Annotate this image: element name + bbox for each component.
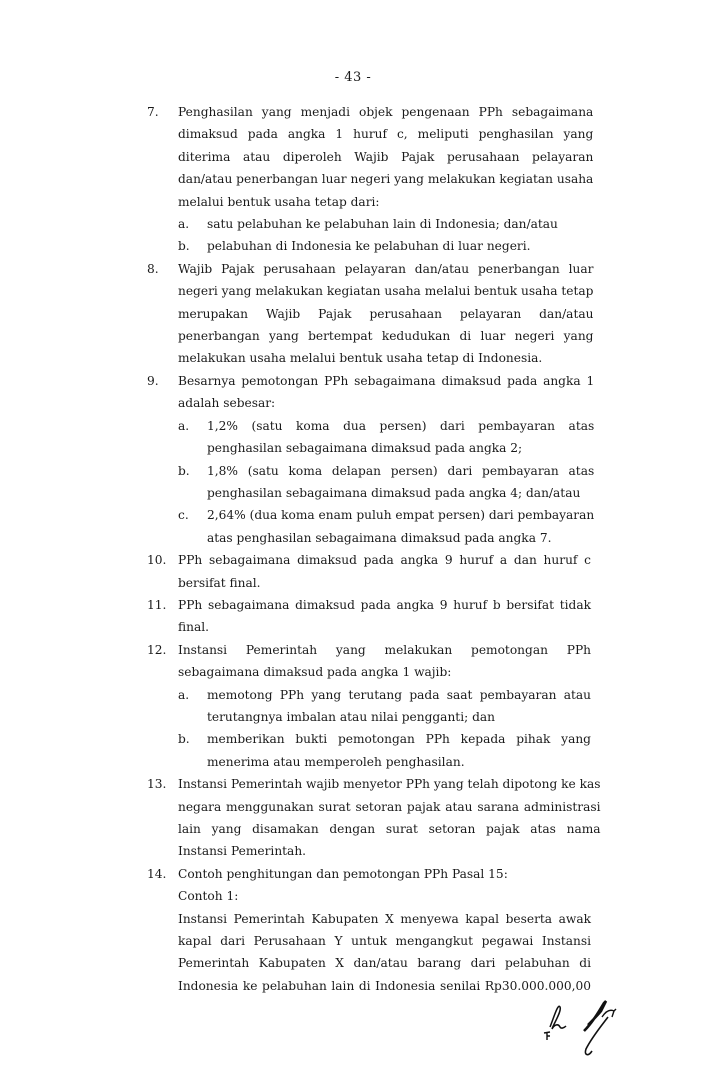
- text-line: dan/atau penerbangan luar negeri yang melakukan kegiatan usaha: [178, 172, 594, 187]
- numbered-item: [147, 594, 591, 639]
- text-line: menerima atau memperoleh penghasilan.: [207, 754, 465, 769]
- sub-item-text: [207, 213, 593, 235]
- text-line: kapal dari Perusahaan Y untuk mengangkut pegawai Instansi: [178, 934, 591, 949]
- numbered-item: [147, 639, 591, 773]
- text-line: PPh sebagaimana dimaksud pada angka 9 huruf a dan huruf c: [178, 553, 591, 568]
- text-line: Instansi Pemerintah yang melakukan pemotongan PPh: [178, 642, 591, 657]
- text-line: merupakan Wajib Pajak perusahaan pelayaran dan/atau: [178, 306, 594, 321]
- text-line: Penghasilan yang menjadi objek pengenaan PPh sebagaimana: [178, 105, 594, 119]
- sub-item-letter: a.: [178, 418, 190, 433]
- text-line: negeri yang melakukan kegiatan usaha melalui bentuk usaha tetap: [178, 284, 594, 299]
- item-body: [178, 773, 601, 863]
- numbered-item: [147, 101, 594, 258]
- sub-item-text: [207, 728, 591, 773]
- item-number: 11.: [147, 597, 167, 612]
- sub-item-letter: a.: [178, 217, 190, 232]
- text-line: final.: [178, 620, 210, 635]
- sub-item-letter: a.: [178, 687, 190, 702]
- sub-item-text: [207, 504, 594, 549]
- text-line: Instansi Pemerintah wajib menyetor PPh yang telah dipotong ke kas: [178, 777, 601, 792]
- item-number: 13.: [147, 777, 167, 792]
- text-line: atas penghasilan sebagaimana dimaksud pada angka 7.: [207, 530, 552, 545]
- item-number: 9.: [147, 373, 159, 388]
- text-line: negara menggunakan surat setoran pajak atau sarana administrasi: [178, 799, 601, 814]
- text-line: 1,2% (satu koma dua persen) dari pembayaran atas: [207, 418, 595, 433]
- sub-item-letter: b.: [178, 463, 190, 478]
- text-line: Instansi Pemerintah.: [178, 844, 307, 859]
- text-line: satu pelabuhan ke pelabuhan lain di Indonesia; dan/atau: [207, 217, 558, 232]
- text-line: terutangnya imbalan atau nilai pengganti; dan: [207, 709, 495, 724]
- item-body: [178, 101, 593, 258]
- item-number: 7.: [147, 105, 159, 119]
- numbered-item: [147, 773, 601, 863]
- text-line: Indonesia ke pelabuhan lain di Indonesia senilai Rp30.000.000,00: [178, 978, 591, 993]
- sub-item-text: [207, 235, 593, 257]
- item-body: [178, 863, 591, 997]
- item-number: 12.: [147, 642, 167, 657]
- document-body: [147, 101, 601, 997]
- item-number: 10.: [147, 553, 167, 568]
- sub-item-text: [207, 415, 594, 460]
- sub-item: [178, 504, 594, 549]
- page-number: - 43 -: [334, 70, 372, 85]
- item-body: [178, 594, 591, 639]
- text-line: melalui bentuk usaha tetap dari:: [178, 194, 380, 209]
- text-line: Pemerintah Kabupaten X dan/atau barang dari pelabuhan di: [178, 956, 591, 971]
- text-line: melakukan usaha melalui bentuk usaha tetap di Indonesia.: [178, 351, 543, 366]
- sub-item: [178, 460, 594, 505]
- text-line: pelabuhan di Indonesia ke pelabuhan di luar negeri.: [207, 239, 531, 254]
- text-line: lain yang disamakan dengan surat setoran pajak atas nama: [178, 822, 601, 836]
- example-text: [178, 908, 591, 998]
- item-body: [178, 639, 591, 773]
- sub-item: [178, 415, 594, 460]
- signature-initials: [540, 995, 640, 1065]
- numbered-item: [147, 258, 594, 370]
- text-line: Besarnya pemotongan PPh sebagaimana dimaksud pada angka 1: [178, 373, 595, 388]
- text-line: dimaksud pada angka 1 huruf c, meliputi penghasilan yang: [178, 127, 594, 142]
- numbered-item: [147, 370, 595, 549]
- item-number: 8.: [147, 261, 159, 276]
- sub-item-letter: b.: [178, 239, 190, 254]
- sub-item: [178, 684, 591, 729]
- text-line: penerbangan yang bertempat kedudukan di luar negeri yang: [178, 329, 594, 344]
- item-body: [178, 549, 591, 594]
- sub-item-letter: b.: [178, 732, 190, 747]
- text-line: bersifat final.: [178, 575, 261, 590]
- sub-item-text: [207, 684, 591, 729]
- item-number: 14.: [147, 866, 167, 881]
- text-line: diterima atau diperoleh Wajib Pajak perusahaan pelayaran: [178, 149, 594, 164]
- text-line: penghasilan sebagaimana dimaksud pada angka 2;: [207, 441, 523, 456]
- item-body: [178, 258, 593, 370]
- text-line: adalah sebesar:: [178, 396, 276, 411]
- text-line: sebagaimana dimaksud pada angka 1 wajib:: [178, 665, 452, 680]
- text-line: PPh sebagaimana dimaksud pada angka 9 huruf b bersifat tidak: [178, 597, 591, 612]
- text-line: Contoh penghitungan dan pemotongan PPh Pasal 15:: [178, 866, 508, 881]
- text-line: memotong PPh yang terutang pada saat pembayaran atau: [207, 687, 591, 702]
- text-line: Instansi Pemerintah Kabupaten X menyewa kapal beserta awak: [178, 911, 591, 926]
- text-line: penghasilan sebagaimana dimaksud pada angka 4; dan/atau: [207, 485, 581, 500]
- sub-item-text: [207, 460, 594, 505]
- text-line: memberikan bukti pemotongan PPh kepada pihak yang: [207, 732, 591, 747]
- text-line: 1,8% (satu koma delapan persen) dari pembayaran atas: [207, 463, 595, 478]
- numbered-item: [147, 863, 591, 997]
- numbered-item: [147, 549, 591, 594]
- sub-item-letter: c.: [178, 508, 189, 523]
- sub-item: [178, 213, 593, 235]
- text-line: 2,64% (dua koma enam puluh empat persen) dari pembayaran: [207, 508, 595, 523]
- sub-item: [178, 728, 591, 773]
- item-body: [178, 370, 594, 549]
- text-line: Wajib Pajak perusahaan pelayaran dan/atau penerbangan luar: [178, 261, 594, 276]
- example-heading: Contoh 1:: [178, 889, 239, 904]
- sub-item: [178, 235, 593, 257]
